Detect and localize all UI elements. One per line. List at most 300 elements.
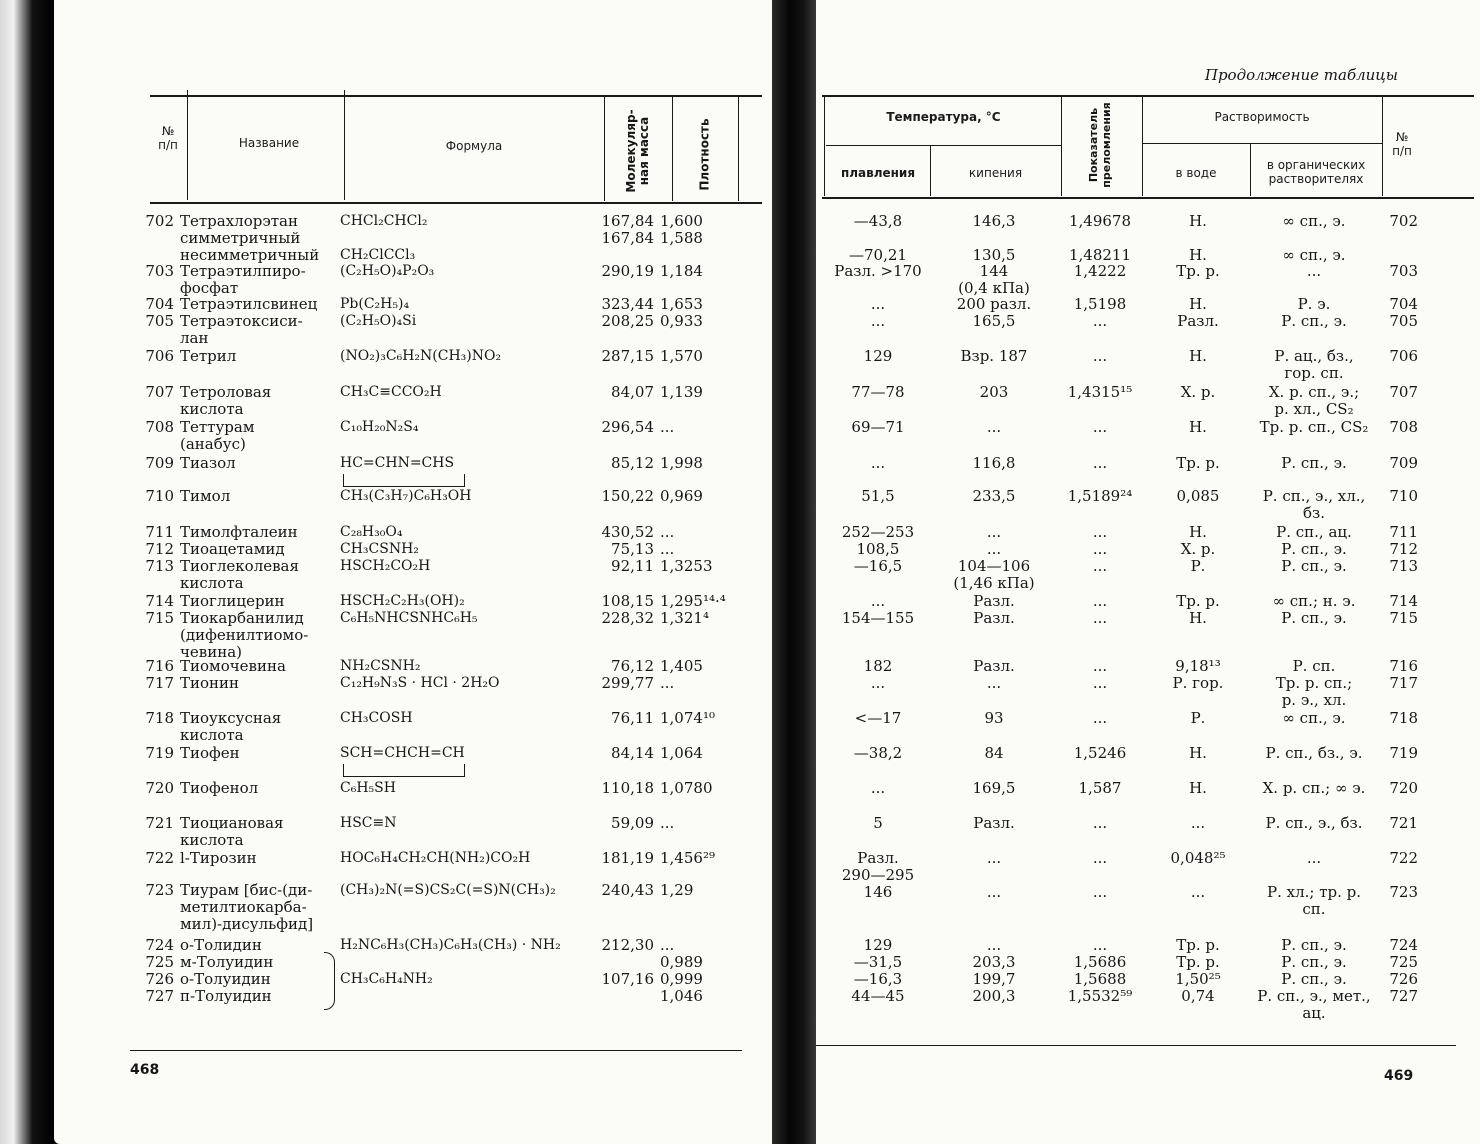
- boiling-point: 203,3: [972, 953, 1016, 971]
- refraction-index: 1,5688: [1073, 970, 1127, 988]
- melting-point: Разл. 290—295: [841, 849, 915, 884]
- density: ...: [660, 418, 675, 436]
- entry-number: 708: [145, 418, 174, 436]
- molar-mass: 150,22: [601, 487, 654, 505]
- entry-number-right: 725: [1389, 953, 1418, 971]
- molar-mass: 240,43: [601, 881, 654, 899]
- water-solubility: Н. Н.: [1189, 212, 1207, 264]
- right-page: [816, 0, 1480, 1144]
- entry-number-right: 723: [1389, 883, 1418, 901]
- refraction-index: ...: [1092, 557, 1108, 575]
- density: ...: [660, 936, 675, 954]
- compound-formula: CH₃COSH: [340, 710, 413, 726]
- density: 1,653: [660, 295, 703, 313]
- compound-name: Тетрахлорэтан симметричный несимметричный: [180, 212, 320, 264]
- boiling-point: 200,3: [972, 987, 1016, 1005]
- compound-name: о-Толуидин: [180, 970, 271, 988]
- refraction-index: 1,5189²⁴: [1067, 487, 1133, 505]
- boiling-point: 165,5: [972, 312, 1016, 330]
- entry-number-right: 720: [1389, 779, 1418, 797]
- refraction-index: 1,4315¹⁵: [1067, 383, 1133, 401]
- refraction-index: ...: [1092, 814, 1108, 832]
- header-density: Плотность: [697, 118, 712, 191]
- entry-number-right: 705: [1389, 312, 1418, 330]
- density: 0,969: [660, 487, 703, 505]
- entry-number: 718: [145, 709, 174, 727]
- water-solubility: ...: [1190, 883, 1206, 901]
- melting-point: 51,5: [861, 487, 895, 505]
- water-solubility: Тр. р.: [1176, 936, 1220, 954]
- compound-formula: H₂NC₆H₃(CH₃)C₆H₃(CH₃) · NH₂: [340, 937, 561, 953]
- page-number-right: 469: [1384, 1068, 1414, 1084]
- entry-number-right: 710: [1389, 487, 1418, 505]
- header-organic: в органических растворителях: [1266, 158, 1366, 186]
- entry-number-right: 706: [1389, 347, 1418, 365]
- melting-point: 252—253: [841, 523, 915, 541]
- organic-solubility: Р. сп., э.: [1281, 312, 1347, 330]
- entry-number-right: 715: [1389, 609, 1418, 627]
- water-solubility: Тр. р.: [1176, 592, 1220, 610]
- entry-number-right: 714: [1389, 592, 1418, 610]
- density: 1,405: [660, 657, 703, 675]
- boiling-point: ...: [986, 674, 1002, 692]
- organic-solubility: ...: [1306, 849, 1322, 867]
- entry-number-right: 716: [1389, 657, 1418, 675]
- molar-mass: 287,15: [601, 347, 654, 365]
- compound-formula: HC=CHN=CHS: [340, 455, 455, 471]
- page-number-left: 468: [130, 1062, 160, 1078]
- refraction-index: ...: [1092, 936, 1108, 954]
- melting-point: —31,5: [853, 953, 903, 971]
- col-divider: [604, 97, 605, 201]
- molar-mass: 84,07: [611, 383, 654, 401]
- boiling-point: 233,5: [972, 487, 1016, 505]
- entry-number: 724: [145, 936, 174, 954]
- organic-solubility: Р. сп., э.: [1281, 953, 1347, 971]
- header-melting: плавления: [840, 166, 916, 180]
- density: 1,3253: [660, 557, 713, 575]
- compound-name: Тиоглицерин: [180, 592, 285, 610]
- book-edge-left: [0, 0, 54, 1144]
- entry-number-right: 702: [1389, 212, 1418, 230]
- water-solubility: Р.: [1190, 709, 1206, 727]
- density: 1,139: [660, 383, 703, 401]
- col-divider: [187, 90, 188, 200]
- compound-formula: NH₂CSNH₂: [340, 658, 421, 674]
- organic-solubility: Р. сп., э., мет., ац.: [1257, 987, 1371, 1022]
- molar-mass: 208,25: [601, 312, 654, 330]
- thiophene-ring-line: [343, 764, 465, 777]
- entry-number: 716: [145, 657, 174, 675]
- compound-formula: HSCH₂C₂H₃(OH)₂: [340, 593, 465, 609]
- melting-point: ...: [870, 295, 886, 313]
- density: 0,989: [660, 953, 703, 971]
- compound-formula: CH₃CSNH₂: [340, 541, 419, 557]
- density: 1,074¹⁰: [660, 709, 715, 727]
- organic-solubility: ∞ сп.; н. э.: [1272, 592, 1356, 610]
- compound-name: Тиоглеколевая кислота: [180, 557, 299, 592]
- boiling-point: 104—106 (1,46 кПа): [953, 557, 1035, 592]
- organic-solubility: Р. сп., э.: [1281, 454, 1347, 472]
- compound-name: о-Толидин: [180, 936, 262, 954]
- water-solubility: Н.: [1189, 744, 1207, 762]
- book-spine: [772, 0, 816, 1144]
- density: 1,998: [660, 454, 703, 472]
- melting-point: 69—71: [851, 418, 905, 436]
- molar-mass: 296,54: [601, 418, 654, 436]
- water-solubility: ...: [1190, 814, 1206, 832]
- refraction-index: ...: [1092, 540, 1108, 558]
- density: ...: [660, 814, 675, 832]
- organic-solubility: Р. сп.: [1292, 657, 1336, 675]
- compound-formula: SCH=CHCH=CH: [340, 745, 465, 761]
- entry-number: 720: [145, 779, 174, 797]
- water-solubility: Тр. р.: [1176, 953, 1220, 971]
- compound-formula: CHCl₂CHCl₂: [340, 213, 428, 229]
- refraction-index: 1,4222: [1073, 262, 1127, 280]
- organic-solubility: Р. сп., э.: [1281, 540, 1347, 558]
- col-divider: [344, 90, 345, 200]
- melting-point: 129: [863, 347, 893, 365]
- entry-number-right: 712: [1389, 540, 1418, 558]
- entry-number: 710: [145, 487, 174, 505]
- boiling-point: ...: [986, 936, 1002, 954]
- molar-mass: 323,44: [601, 295, 654, 313]
- molar-mass: 228,32: [601, 609, 654, 627]
- boiling-point: 93: [984, 709, 1004, 727]
- boiling-point: 199,7: [972, 970, 1016, 988]
- compound-formula: Pb(C₂H₅)₄: [340, 296, 410, 312]
- compound-formula: (CH₃)₂N(=S)CS₂C(=S)N(CH₃)₂: [340, 882, 556, 898]
- compound-formula: CH₃C≡CCO₂H: [340, 384, 442, 400]
- compound-name: Тиоацетамид: [180, 540, 285, 558]
- boiling-point: 84: [984, 744, 1004, 762]
- entry-number: 726: [145, 970, 174, 988]
- organic-solubility: Р. сп., э.: [1281, 970, 1347, 988]
- entry-number: 709: [145, 454, 174, 472]
- density: 1,064: [660, 744, 703, 762]
- boiling-point: ...: [986, 849, 1002, 867]
- refraction-index: 1,587: [1078, 779, 1122, 797]
- compound-formula: C₆H₅SH: [340, 780, 396, 796]
- compound-name: Тиоциановая кислота: [180, 814, 284, 849]
- compound-formula: C₁₂H₉N₃S · HCl · 2H₂O: [340, 675, 500, 691]
- compound-name: Тиомочевина: [180, 657, 286, 675]
- entry-number-right: 703: [1389, 262, 1418, 280]
- water-solubility: Н.: [1189, 295, 1207, 313]
- melting-point: ...: [870, 674, 886, 692]
- density: ...: [660, 523, 675, 541]
- melting-point: ...: [870, 312, 886, 330]
- melting-point: —16,5: [853, 557, 903, 575]
- entry-number: 712: [145, 540, 174, 558]
- melting-point: 154—155: [841, 609, 915, 627]
- compound-name: Тетраэтилпиро- фосфат: [180, 262, 306, 297]
- molar-mass: 212,30: [601, 936, 654, 954]
- header-no-right: № п/п: [1392, 130, 1412, 158]
- molar-mass: 59,09: [611, 814, 654, 832]
- compound-name: п-Толуидин: [180, 987, 272, 1005]
- boiling-point: 146,3 130,5: [972, 212, 1016, 264]
- entry-number: 706: [145, 347, 174, 365]
- compound-name: Тиофен: [180, 744, 240, 762]
- melting-point: —43,8 —70,21: [849, 212, 907, 264]
- compound-name: Тиокарбанилид (дифенилтиомо- чевина): [180, 609, 309, 661]
- organic-solubility: Р. сп., э., хл., бз.: [1262, 487, 1366, 522]
- entry-number: 702: [145, 212, 174, 230]
- table-top-rule: [150, 95, 762, 97]
- water-solubility: 0,085: [1176, 487, 1220, 505]
- organic-solubility: Р. сп., бз., э.: [1265, 744, 1363, 762]
- toluidine-brace: [324, 952, 335, 1010]
- entry-number-right: 711: [1389, 523, 1418, 541]
- entry-number-right: 718: [1389, 709, 1418, 727]
- organic-solubility: Тр. р. сп.; р. э., хл.: [1275, 674, 1353, 709]
- melting-point: —16,3: [853, 970, 903, 988]
- entry-number-right: 719: [1389, 744, 1418, 762]
- boiling-point: ...: [986, 883, 1002, 901]
- water-solubility: Х. р.: [1180, 540, 1216, 558]
- water-solubility: Тр. р.: [1176, 262, 1220, 280]
- entry-number: 727: [145, 987, 174, 1005]
- water-solubility: Р.: [1190, 557, 1206, 575]
- table-top-rule: [822, 95, 1474, 97]
- compound-formula: CH₃C₆H₄NH₂: [340, 971, 433, 987]
- entry-number: 721: [145, 814, 174, 832]
- entry-number: 711: [145, 523, 174, 541]
- compound-name: Тетраэтоксиси- лан: [180, 312, 303, 347]
- entry-number-right: 724: [1389, 936, 1418, 954]
- water-solubility: Н.: [1189, 779, 1207, 797]
- molar-mass: 167,84 167,84: [601, 212, 654, 247]
- density: 0,933: [660, 312, 703, 330]
- boiling-point: Разл.: [973, 814, 1015, 832]
- melting-point: ...: [870, 592, 886, 610]
- entry-number: 707: [145, 383, 174, 401]
- melting-point: 77—78: [851, 383, 905, 401]
- header-molar-mass: Молекуляр- ная масса: [624, 109, 651, 193]
- entry-number: 713: [145, 557, 174, 575]
- organic-solubility: Х. р. сп.; ∞ э.: [1262, 779, 1366, 797]
- water-solubility: 0,048²⁵: [1170, 849, 1226, 867]
- table-bottom-rule: [816, 1045, 1456, 1046]
- compound-name: Тетроловая кислота: [180, 383, 272, 418]
- organic-solubility: ∞ сп., э. ∞ сп., э.: [1282, 212, 1346, 264]
- molar-mass: 181,19: [601, 849, 654, 867]
- boiling-point: Разл.: [973, 592, 1015, 610]
- compound-name: Тиурам [бис-(ди- метилтиокарба- мил)-дисульфид]: [180, 881, 314, 933]
- entry-number: 725: [145, 953, 174, 971]
- compound-name: Тиазол: [180, 454, 236, 472]
- molar-mass: 108,15: [601, 592, 654, 610]
- refraction-index: ...: [1092, 709, 1108, 727]
- water-solubility: 0,74: [1181, 987, 1215, 1005]
- entry-number: 703: [145, 262, 174, 280]
- melting-point: 108,5: [856, 540, 900, 558]
- refraction-index: ...: [1092, 523, 1108, 541]
- molar-mass: 110,18: [601, 779, 654, 797]
- entry-number-right: 717: [1389, 674, 1418, 692]
- col-divider: [738, 97, 739, 201]
- entry-number-right: 709: [1389, 454, 1418, 472]
- melting-point: Разл. >170: [834, 262, 922, 280]
- refraction-index: ...: [1092, 312, 1108, 330]
- entry-number: 719: [145, 744, 174, 762]
- thiazole-ring-line: [343, 474, 465, 487]
- header-refraction: Показатель преломления: [1087, 102, 1113, 188]
- organic-solubility: Р. хл.; тр. р. сп.: [1266, 883, 1361, 918]
- water-solubility: Н.: [1189, 418, 1207, 436]
- sol-subheader-rule: [1142, 143, 1382, 144]
- compound-formula: C₂₈H₃₀O₄: [340, 524, 403, 540]
- col-divider: [1061, 97, 1062, 196]
- molar-mass: 299,77: [601, 674, 654, 692]
- water-solubility: Н.: [1189, 347, 1207, 365]
- boiling-point: ...: [986, 523, 1002, 541]
- melting-point: 129: [863, 936, 893, 954]
- water-solubility: 1,50²⁵: [1175, 970, 1221, 988]
- left-page: [54, 0, 772, 1144]
- melting-point: ...: [870, 779, 886, 797]
- table-bottom-rule: [130, 1050, 742, 1051]
- water-solubility: Р. гор.: [1172, 674, 1224, 692]
- compound-formula: CH₃(C₃H₇)C₆H₃OH: [340, 488, 472, 504]
- compound-formula: C₁₀H₂₀N₂S₄: [340, 419, 419, 435]
- temp-subheader-rule: [826, 145, 1061, 146]
- density: 0,999: [660, 970, 703, 988]
- entry-number-right: 707: [1389, 383, 1418, 401]
- entry-number-right: 722: [1389, 849, 1418, 867]
- water-solubility: Тр. р.: [1176, 454, 1220, 472]
- entry-number-right: 727: [1389, 987, 1418, 1005]
- entry-number-right: 726: [1389, 970, 1418, 988]
- header-formula: Формула: [445, 139, 503, 153]
- density: 1,295¹⁴·⁴: [660, 592, 726, 610]
- refraction-index: 1,5532⁵⁹: [1067, 987, 1133, 1005]
- molar-mass: 76,11: [611, 709, 654, 727]
- molar-mass: 107,16: [601, 970, 654, 988]
- water-solubility: Н.: [1189, 523, 1207, 541]
- boiling-point: ...: [986, 540, 1002, 558]
- melting-point: 5: [873, 814, 883, 832]
- water-solubility: Х. р.: [1180, 383, 1216, 401]
- molar-mass: 75,13: [611, 540, 654, 558]
- boiling-point: 200 разл.: [956, 295, 1032, 313]
- header-boiling: кипения: [968, 166, 1023, 180]
- refraction-index: 1,5686: [1073, 953, 1127, 971]
- refraction-index: ...: [1092, 418, 1108, 436]
- boiling-point: 116,8: [972, 454, 1016, 472]
- refraction-index: ...: [1092, 883, 1108, 901]
- entry-number: 723: [145, 881, 174, 899]
- refraction-index: 1,49678 1,48211: [1068, 212, 1132, 264]
- refraction-index: ...: [1092, 454, 1108, 472]
- header-temperature: Температура, °С: [886, 110, 1001, 124]
- compound-name: Тетрил: [180, 347, 237, 365]
- compound-name: м-Толуидин: [180, 953, 274, 971]
- water-solubility: 9,18¹³: [1175, 657, 1221, 675]
- density: ...: [660, 540, 675, 558]
- density: 1,29: [660, 881, 694, 899]
- molar-mass: 92,11: [611, 557, 654, 575]
- entry-number: 715: [145, 609, 174, 627]
- melting-point: <—17: [854, 709, 902, 727]
- header-bottom-rule: [150, 202, 762, 204]
- organic-solubility: Р. сп., э.: [1281, 609, 1347, 627]
- compound-formula: HSC≡N: [340, 815, 397, 831]
- boiling-point: 169,5: [972, 779, 1016, 797]
- organic-solubility: Х. р. сп., э.; р. хл., CS₂: [1268, 383, 1360, 418]
- density: 1,184: [660, 262, 703, 280]
- col-divider: [672, 97, 673, 201]
- refraction-index: 1,5246: [1073, 744, 1127, 762]
- organic-solubility: ∞ сп., э.: [1282, 709, 1346, 727]
- organic-solubility: Р. ац., бз., гор. сп.: [1274, 347, 1354, 382]
- melting-point: 44—45: [851, 987, 905, 1005]
- entry-number: 705: [145, 312, 174, 330]
- compound-name: Тиоуксусная кислота: [180, 709, 282, 744]
- organic-solubility: Р. сп., э.: [1281, 557, 1347, 575]
- density: 1,600 1,588: [660, 212, 703, 247]
- density: 1,046: [660, 987, 703, 1005]
- melting-point: 146: [863, 883, 893, 901]
- compound-formula-alt: CH₂ClCCl₃: [340, 247, 416, 263]
- refraction-index: ...: [1092, 592, 1108, 610]
- molar-mass: 430,52: [601, 523, 654, 541]
- refraction-index: ...: [1092, 849, 1108, 867]
- melting-point: 182: [863, 657, 893, 675]
- col-divider: [824, 97, 825, 196]
- entry-number-right: 704: [1389, 295, 1418, 313]
- entry-number-right: 713: [1389, 557, 1418, 575]
- molar-mass: 76,12: [611, 657, 654, 675]
- boiling-point: Разл.: [973, 609, 1015, 627]
- boiling-point: Разл.: [973, 657, 1015, 675]
- organic-solubility: Р. сп., э., бз.: [1265, 814, 1363, 832]
- density: 1,0780: [660, 779, 713, 797]
- compound-name: Тетраэтилсвинец: [180, 295, 318, 313]
- compound-name: l-Тирозин: [180, 849, 257, 867]
- organic-solubility: Р. сп., э.: [1281, 936, 1347, 954]
- organic-solubility: Тр. р. сп., CS₂: [1259, 418, 1369, 436]
- refraction-index: ...: [1092, 347, 1108, 365]
- entry-number: 714: [145, 592, 174, 610]
- density: ...: [660, 674, 675, 692]
- compound-name: Тиофенол: [180, 779, 259, 797]
- entry-number-right: 708: [1389, 418, 1418, 436]
- compound-formula: HSCH₂CO₂H: [340, 558, 431, 574]
- entry-number: 717: [145, 674, 174, 692]
- header-no: № п/п: [158, 124, 178, 152]
- compound-formula: (C₂H₅O)₄P₂O₃: [340, 263, 435, 279]
- density: 1,456²⁹: [660, 849, 715, 867]
- compound-formula: (NO₂)₃C₆H₂N(CH₃)NO₂: [340, 348, 502, 364]
- boiling-point: 203: [979, 383, 1009, 401]
- compound-name: Тимолфталеин: [180, 523, 298, 541]
- boiling-point: 144 (0,4 кПа): [958, 262, 1030, 297]
- organic-solubility: Р. э.: [1297, 295, 1331, 313]
- refraction-index: ...: [1092, 657, 1108, 675]
- melting-point: —38,2: [853, 744, 903, 762]
- boiling-point: Взр. 187: [960, 347, 1028, 365]
- molar-mass: 84,14: [611, 744, 654, 762]
- continuation-label: Продолжение таблицы: [1204, 66, 1398, 84]
- density: 1,570: [660, 347, 703, 365]
- refraction-index: 1,5198: [1073, 295, 1127, 313]
- entry-number: 704: [145, 295, 174, 313]
- compound-name: Теттурам (анабус): [180, 418, 255, 453]
- refraction-index: ...: [1092, 609, 1108, 627]
